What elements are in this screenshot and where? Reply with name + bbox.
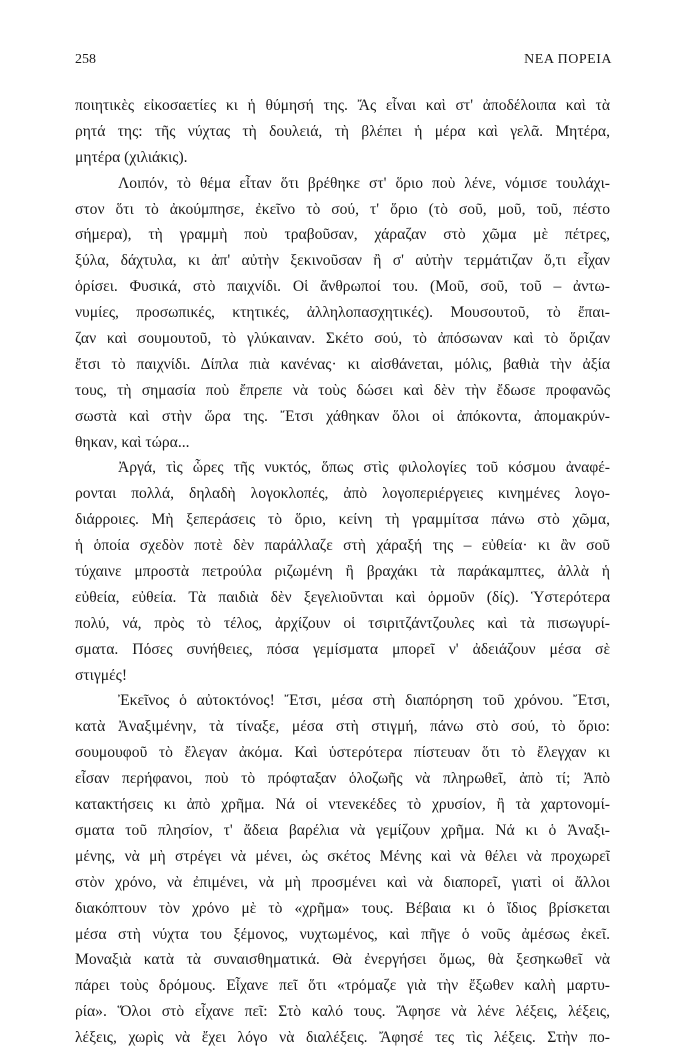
text-line: ποιητικὲς εἰκοσαετίες κι ἡ θύμησή της. Ἄς εἶναι καὶ στ' ἀποδέλοιπα καὶ τὰ xyxy=(75,97,610,114)
text-line: Ἀργά, τὶς ὧρες τῆς νυκτός, ὅπως στὶς φιλολογίες τοῦ κόσμου ἀναφέ- xyxy=(118,459,610,477)
text-line: πολύ, νά, πρὸς τὸ τέλος, ἀρχίζουν οἱ τσιριτζάντζουλες καὶ τὰ πισωγυρί- xyxy=(75,614,610,632)
text-line: ξύλα, δάχτυλα, κι ἀπ' αὐτὴν ξεκινοῦσαν ἢ σ' αὐτὴν τερμάτιζαν ὅ,τι εἶχαν xyxy=(75,252,610,270)
text-line: στιγμές! xyxy=(75,666,128,684)
text-line: μητέρα (χιλιάκις). xyxy=(75,148,188,166)
running-title: ΝΕΑ ΠΟΡΕΙΑ xyxy=(524,52,612,67)
text-line: μένης, νὰ μὴ στρέγει νὰ μένει, ὡς σκέτος Μένης καὶ νὰ θέλει νὰ προχωρεῖ xyxy=(75,847,610,865)
text-line: λέξεις, χωρὶς νὰ ἔχει λόγο νὰ διαλέξεις. Ἄφησέ τες τὶς λέξεις. Στὴν πο- xyxy=(75,1029,610,1047)
text-line: σήμερα), τὴ γραμμὴ ποὺ τραβοῦσαν, χάραζαν στὸ χῶμα μὲ πέτρες, xyxy=(75,226,610,244)
text-line: Μοναξιὰ κατὰ τὰ συναισθηματικά. Θὰ ἐνεργήσει ὅμως, θὰ ξεσηκωθεῖ νὰ xyxy=(75,951,610,969)
text-line: ρητά της: τῆς νύχτας τὴ δουλειά, τὴ βλέπει ἡ μέρα καὶ γελᾶ. Μητέρα, xyxy=(75,122,610,140)
text-line: νυμίες, προσωπικές, κτητικές, ἀλληλοπασχητικές). Μουσουτοῦ, τὸ ἔπαι- xyxy=(75,304,610,322)
text-line: ζαν καὶ σουμουτοῦ, τὸ γλύκαιναν. Σκέτο σού, τὸ ἀπόσωναν καὶ τὸ ὅριζαν xyxy=(75,330,610,348)
page-number: 258 xyxy=(75,52,96,67)
text-line: εἶσαν περήφανοι, ποὺ τὸ πρόφταξαν ὁλοζωῆς νὰ πληρωθεῖ, ἀπὸ τί; Ἀπὸ xyxy=(75,770,610,788)
text-line: κατὰ Ἀναξιμένην, τὰ τίναξε, μέσα στὴ στιγμή, πάνω στὸ σού, τὸ ὅριο: xyxy=(75,718,610,736)
text-line: Ἐκεῖνος ὁ αὐτοκτόνος! Ἔτσι, μέσα στὴ διαπόρηση τοῦ χρόνου. Ἔτσι, xyxy=(118,692,610,710)
text-line: σουμουφοῦ τὸ ἔλεγαν ἀκόμα. Καὶ ὑστερότερα πίστευαν ὅτι τὸ ἔλεγχαν κι xyxy=(75,744,610,762)
text-line: στὸν χρόνο, νὰ ἐπιμένει, νὰ μὴ προσμένει καὶ νὰ διαπορεῖ, γιατὶ οἱ ἄλλοι xyxy=(75,873,610,891)
text-line: εὐθεία, εὐθεία. Τὰ παιδιὰ δὲν ξεγελιοῦνται καὶ ὁρμοῦν (δίς). Ὑστερότερα xyxy=(75,588,610,606)
text-line: θηκαν, καὶ τώρα... xyxy=(75,433,190,451)
text-line: ἔτσι τὸ παιχνίδι. Δίπλα πιὰ κανένας· κι αἰσθάνεται, μόλις, βαθιὰ τὴν ἀξία xyxy=(75,355,610,373)
text-line: πάρει τοὺς δρόμους. Εἶχανε πεῖ ὅτι «τρόμαζε γιὰ τὴν ἔξωθεν καλὴ μαρτυ- xyxy=(75,977,610,995)
page-header xyxy=(75,52,612,72)
text-line: κατακτήσεις κι ἀπὸ χρῆμα. Νά οἱ ντενεκέδες τὸ χρυσίον, ἢ τὰ χαρτονομί- xyxy=(75,796,610,814)
text-line: ὁρίσει. Φυσικά, στὸ παιχνίδι. Οἱ ἄνθρωποί του. (Μοῦ, σοῦ, τοῦ – ἀντω- xyxy=(75,278,610,296)
text-line: τύχαινε μπροστὰ πετρούλα ριζωμένη ἢ βραχάκι τὰ παράκαμπτες, ἀλλὰ ἡ xyxy=(75,563,610,581)
text-line: στον ὅτι τὸ ἀκούμπησε, ἐκεῖνο τὸ σού, τ' ὅριο (τὸ σοῦ, μοῦ, τοῦ, πέστο xyxy=(75,200,610,218)
text-line: διακόπτουν τὸν χρόνο μὲ τὸ «χρῆμα» τους. Βέβαια κι ὁ ἴδιος βρίσκεται xyxy=(75,899,610,917)
body-text xyxy=(75,93,610,1051)
text-line: σματα. Πόσες συνήθειες, πόσα γεμίσματα μπορεῖ ν' ἀδειάζουν μέσα σὲ xyxy=(75,640,610,658)
text-line: μέσα στὴ νύχτα του ξέμονος, νυχτωμένος, καὶ πῆγε ὁ νοῦς ἀμέσως ἐκεῖ. xyxy=(75,925,610,943)
text-line: σματα τοῦ πλησίον, τ' ἄδεια βαρέλια νὰ γεμίζουν χρῆμα. Νά κι ὁ Ἀναξι- xyxy=(75,821,610,839)
text-line: ρία». Ὅλοι στὸ εἶχανε πεῖ: Στὸ καλό τους. Ἄφησε νὰ λένε λέξεις, λέξεις, xyxy=(75,1003,610,1021)
text-line: ἡ ὁποία σχεδὸν ποτὲ δὲν παράλλαζε στὴ χάραξή της – εὐθεία· κι ἂν σοῦ xyxy=(75,537,610,555)
text-line: τους, τὴ σημασία ποὺ ἔπρεπε νὰ τοὺς δώσει καὶ δὲν τὴν ἔδωσε προφανῶς xyxy=(75,381,610,399)
text-line: Λοιπόν, τὸ θέμα εἶταν ὅτι βρέθηκε στ' ὅριο ποὺ λένε, νόμισε τουλάχι- xyxy=(118,174,610,192)
text-line: διάρροιες. Μὴ ξεπεράσεις τὸ ὅριο, κείνη τὴ γραμμίτσα πάνω στὸ χῶμα, xyxy=(75,511,610,529)
text-line: σωστὰ καὶ στὴν ὥρα της. Ἔτσι χάθηκαν ὅλοι οἱ ἀπόκοντα, ἀπομακρύν- xyxy=(75,407,610,425)
text-line: ρονται πολλά, δηλαδὴ λογοκλοπές, ἀπὸ λογοπεριέργειες κινημένες λογο- xyxy=(75,485,610,503)
